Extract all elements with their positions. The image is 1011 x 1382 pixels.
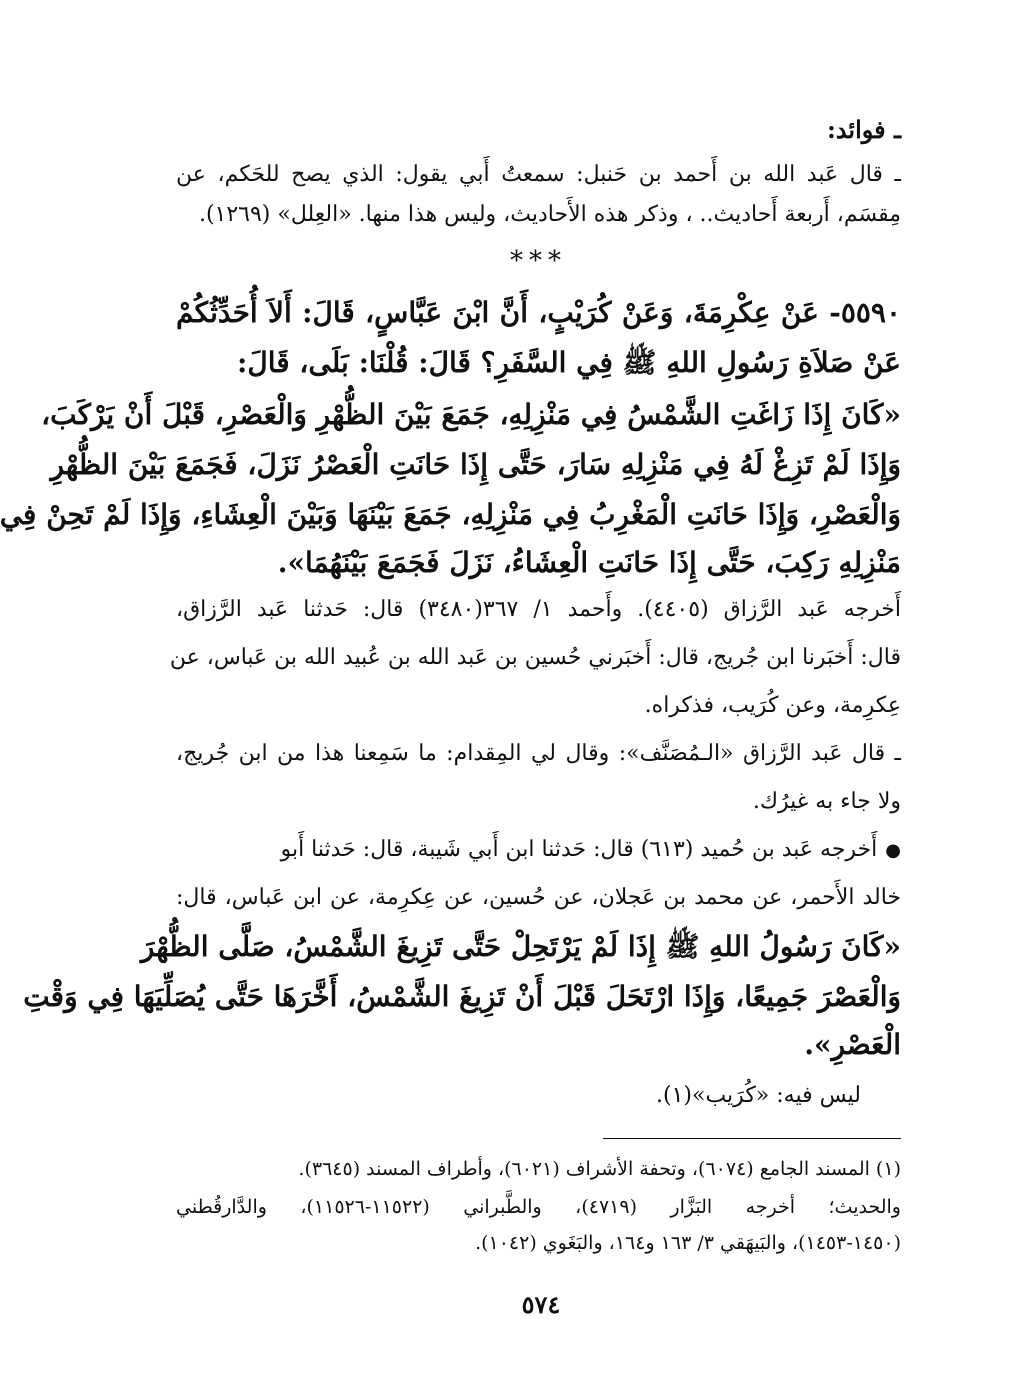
footnote-divider [603,1138,901,1139]
hadith-line-2: عَنْ صَلاَةِ رَسُولِ اللهِ ﷺ فِي السَّفَرِ؟ قَالَ: قُلْنَا: بَلَى، قَالَ: [237,346,901,379]
hadith-line-1: ٥٥٩٠- عَنْ عِكْرِمَةَ، وَعَنْ كُرَيْبٍ، أَنَّ ابْنَ عَبَّاسٍ، قَالَ: أَلاَ أُحَدِّثُكُمْ [176,296,901,329]
hadith-line-5: وَالْعَصْرِ، وَإِذَا حَانَتِ الْمَغْرِبُ فِي مَنْزِلِهِ، جَمَعَ بَيْنَهَا وَبَيْنَ الْعِشَاءِ، وَإِذَا لَمْ تَحِنْ فِي [0,498,901,531]
footnote-line-2: والحديث؛ أخرجه البَزَّار (٤٧١٩)، والطَّبراني (١١٥٢٢-١١٥٢٦)، والدَّارقُطني [176,1196,901,1218]
separator-stars: *** [510,246,567,276]
hadith2-line-1: «كَانَ رَسُولُ اللهِ ﷺ إِذَا لَمْ يَرْتَحِلْ حَتَّى تَزِيغَ الشَّمْسُ، صَلَّى الظُّهْرَ [140,930,901,963]
benefit-line-2: مِقسَم، أَربعة أَحاديث.. ، وذكر هذه الأَحاديث، وليس هذا منها. «العِلل» (١٢٦٩). [198,202,901,227]
footnote-line-1: (١) المسند الجامع (٦٠٧٤)، وتحفة الأشراف (٦٠٢١)، وأطراف المسند (٣٦٤٥). [298,1158,901,1180]
section-heading: ـ فوائد: [826,115,901,144]
closing-note: ليس فيه: «كُرَيب»(١). [656,1083,861,1108]
bullet-line-1 [176,832,901,869]
footnote-line-3: (١٤٥٠-١٤٥٣)، والبَيهَقي ٣/ ١٦٣ و١٦٤، والبَغَوي (١٠٤٢). [475,1232,901,1254]
hadith-line-6: مَنْزِلِهِ رَكِبَ، حَتَّى إِذَا حَانَتِ الْعِشَاءُ، نَزَلَ فَجَمَعَ بَيْنَهُمَا». [277,546,901,579]
bullet-line-1-text: أَخرجه عَبد بن حُميد (٦١٣) قال: حَدثنا ابن أَبي شَيبة، قال: حَدثنا أَبو [280,837,878,862]
bullet-line-2: خالد الأَحمر، عن محمد بن عَجلان، عن حُسين، عن عِكرِمة، عن ابن عَباس، قال: [176,885,901,910]
takhrij-line-1: أَخرجه عَبد الرَّزاق (٤٤٠٥). وأَحمد ١/ ٣٦٧(٣٤٨٠) قال: حَدثنا عَبد الرَّزاق، [176,597,901,622]
hadith2-line-3: الْعَصْرِ». [804,1028,901,1061]
hadith-line-3: «كَانَ إِذَا زَاغَتِ الشَّمْسُ فِي مَنْزِلِهِ، جَمَعَ بَيْنَ الظُّهْرِ وَالْعَصْرِ، قَبْلَ أَنْ يَرْكَبَ، [41,398,901,431]
note-line-2: ولا جاء به غيرُك. [752,789,901,814]
hadith-line-4: وَإِذَا لَمْ تَزِغْ لَهُ فِي مَنْزِلِهِ سَارَ، حَتَّى إِذَا حَانَتِ الْعَصْرُ نَزَلَ، فَجَمَعَ بَيْنَ الظُّهْرِ [50,448,901,481]
bullet-icon: ● [885,840,901,861]
note-line-1: ـ قال عَبد الرَّزاق «الـمُصَنَّف»: وقال لي المِقدام: ما سَمِعنا هذا من ابن جُريج، [176,741,901,766]
takhrij-line-3: عِكرِمة، وعن كُرَيب، فذكراه. [644,693,901,718]
page-number: ٥٧٤ [521,1290,561,1319]
takhrij-line-2: قال: أَخبَرنا ابن جُريج، قال: أَخبَرني حُسين بن عَبد الله بن عُبيد الله بن عَباس، عن [169,645,901,670]
hadith2-line-2: وَالْعَصْرَ جَمِيعًا، وَإِذَا ارْتَحَلَ قَبْلَ أَنْ تَزِيغَ الشَّمْسُ، أَخَّرَهَا حَتَّى يُصَلِّيَهَا فِي وَقْتِ [23,980,901,1013]
benefit-line-1: ـ قال عَبد الله بن أَحمد بن حَنبل: سمعتُ أَبي يقول: الذي يصح للحَكم، عن [176,162,901,187]
